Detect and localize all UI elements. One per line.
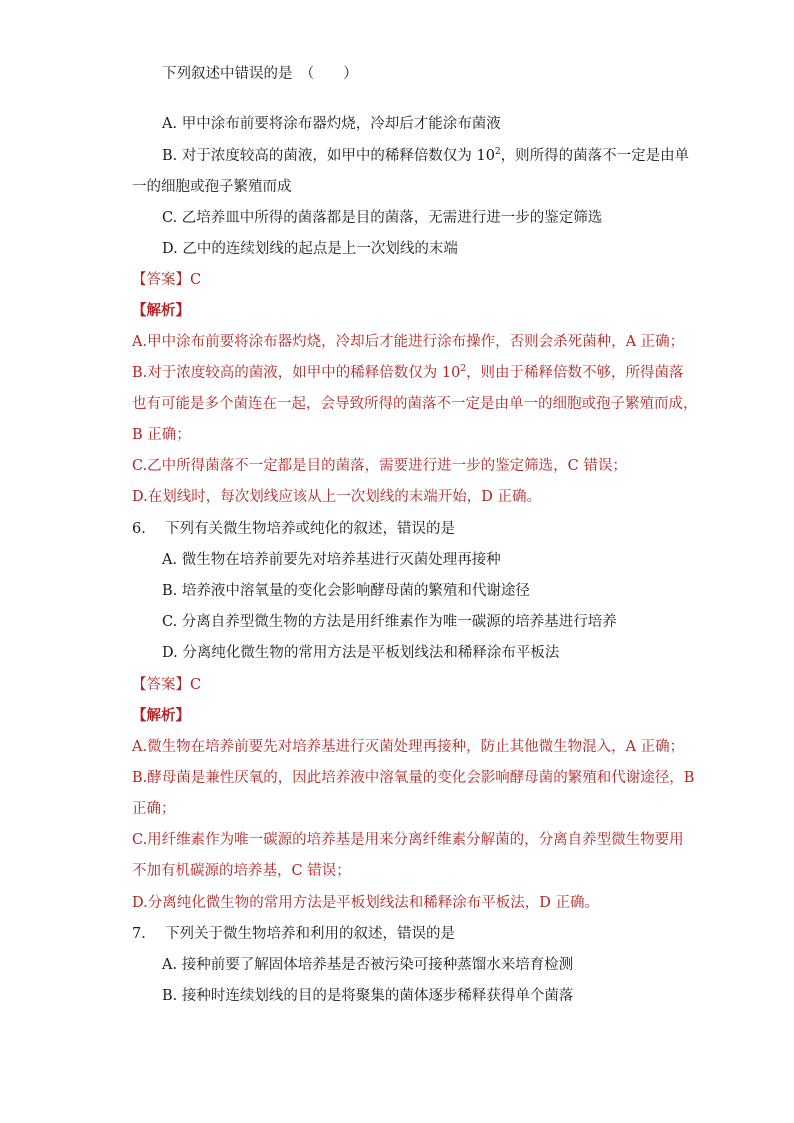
q5-explanation-b-line2: 也有可能是多个菌连在一起，会导致所得的菌落不一定是由单一的细胞或孢子繁殖而成， — [132, 396, 698, 412]
q5-explanation-b-line3: B 正确； — [132, 427, 191, 443]
q5-option-b-line2: 一的细胞或孢子繁殖而成 — [132, 179, 292, 195]
q6-analysis-label: 【解析】 — [132, 707, 190, 724]
q6-explanation-b-line2: 正确； — [132, 801, 176, 817]
q5-option-a: A. 甲中涂布前要将涂布器灼烧，冷却后才能涂布菌液 — [162, 116, 501, 132]
q5-option-b-text-rest: ，则所得的菌落不一定是由单 — [500, 148, 690, 164]
q6-explanation-c-line1: C.用纤维素作为唯一碳源的培养基是用来分离纤维素分解菌的，分离自养型微生物要用 — [132, 832, 684, 848]
q5-explanation-a: A.甲中涂布前要将涂布器灼烧，冷却后才能进行涂布操作，否则会杀死菌种，A 正确； — [132, 334, 685, 350]
q5-option-d: D. 乙中的连续划线的起点是上一次划线的末端 — [162, 241, 458, 257]
q7-stem: 7. 下列关于微生物培养和利用的叙述，错误的是 — [132, 926, 455, 942]
q5-explanation-d: D.在划线时，每次划线应该从上一次划线的末端开始，D 正确。 — [132, 489, 541, 505]
q5-stem: 下列叙述中错误的是 （ ） — [162, 66, 358, 82]
q5-option-b-text: B. 对于浓度较高的菌液，如甲中的稀释倍数仅为 10 — [162, 148, 495, 164]
q6-option-c: C. 分离自养型微生物的方法是用纤维素作为唯一碳源的培养基进行培养 — [162, 614, 617, 630]
q5-explanation-b-line1 — [132, 363, 684, 383]
q6-explanation-d: D.分离纯化微生物的常用方法是平板划线法和稀释涂布平板法，D 正确。 — [132, 895, 599, 911]
q6-explanation-a: A.微生物在培养前要先对培养基进行灭菌处理再接种，防止其他微生物混入，A 正确； — [132, 739, 685, 755]
q5-explanation-b-text: B.对于浓度较高的菌液，如甲中的稀释倍数仅为 10 — [132, 365, 461, 381]
q5-explanation-b-text-rest: ，则由于稀释倍数不够，所得菌落 — [466, 365, 684, 381]
q5-option-b-line1 — [162, 146, 689, 166]
q5-option-c: C. 乙培养皿中所得的菌落都是目的菌落，无需进行进一步的鉴定筛选 — [162, 210, 603, 226]
q5-analysis-label: 【解析】 — [132, 302, 190, 319]
q6-option-a: A. 微生物在培养前要先对培养基进行灭菌处理再接种 — [162, 552, 501, 568]
q6-option-d: D. 分离纯化微生物的常用方法是平板划线法和稀释涂布平板法 — [162, 645, 560, 661]
q6-answer: 【答案】C — [132, 677, 202, 693]
q6-option-b: B. 培养液中溶氧量的变化会影响酵母菌的繁殖和代谢途径 — [162, 583, 530, 599]
q5-answer: 【答案】C — [132, 272, 202, 288]
q6-stem: 6. 下列有关微生物培养或纯化的叙述，错误的是 — [132, 521, 455, 537]
q5-option-b-exponent: 2 — [494, 147, 501, 158]
q6-explanation-b-line1: B.酵母菌是兼性厌氧的，因此培养液中溶氧量的变化会影响酵母菌的繁殖和代谢途径，B — [132, 770, 695, 786]
q5-explanation-c: C.乙中所得菌落不一定都是目的菌落，需要进行进一步的鉴定筛选，C 错误； — [132, 458, 627, 474]
q7-option-b: B. 接种时连续划线的目的是将聚集的菌体逐步稀释获得单个菌落 — [162, 988, 574, 1004]
q5-explanation-b-exponent: 2 — [460, 364, 467, 375]
q7-option-a: A. 接种前要了解固体培养基是否被污染可接种蒸馏水来培育检测 — [162, 957, 574, 973]
q6-explanation-c-line2: 不加有机碳源的培养基，C 错误； — [132, 863, 351, 879]
